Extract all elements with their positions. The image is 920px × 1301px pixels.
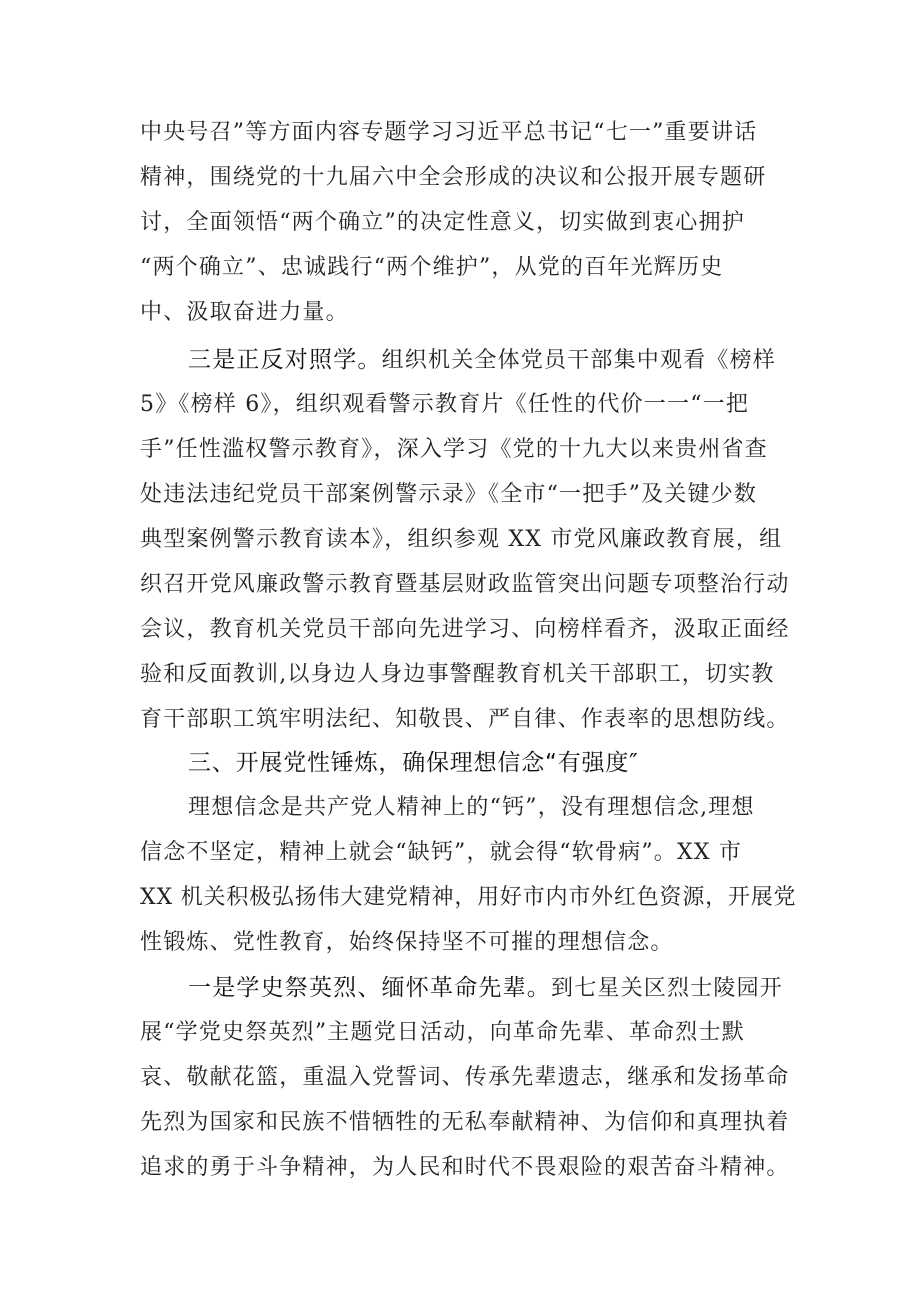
- paragraph-line: 中央号召”等方面内容专题学习习近平总书记“七一”重要讲话: [140, 120, 758, 145]
- paragraph-line: 会议，教育机关党员干部向先进学习、向榜样看齐，汲取正面经: [140, 617, 790, 642]
- paragraph-text: 组织机关全体党员干部集中观看《榜样: [381, 348, 777, 373]
- paragraph-line: 哀、敬献花篮，重温入党誓词、传承先辈遗志，继承和发扬革命: [140, 1065, 790, 1090]
- paragraph-line: 验和反面教训,以身边人身边事警醒教育机关干部职工，切实教: [140, 662, 775, 687]
- paragraph-line: 织召开党风廉政警示教育暨基层财政监管突出问题专项整治行动: [140, 572, 790, 597]
- paragraph-line: 5》《榜样 6》，组织观看警示教育片《任性的代价一一“一把: [140, 392, 750, 417]
- paragraph-line: XX 机关积极弘扬伟大建党精神，用好市内市外红色资源，开展党: [140, 885, 797, 910]
- paragraph-line: 精神，围绕党的十九届六中全会形成的决议和公报开展专题研: [140, 165, 767, 190]
- paragraph-line: 手”任性滥权警示教育》，深入学习《党的十九大以来贵州省查: [140, 437, 768, 462]
- paragraph-line: 中、汲取奋进力量。: [140, 300, 349, 325]
- section-heading: 三、开展党性锤炼，确保理想信念“有强度″: [188, 750, 639, 776]
- paragraph-line: 讨，全面领悟“两个确立”的决定性意义，切实做到衷心拥护: [140, 210, 745, 235]
- paragraph-line: 育干部职工筑牢明法纪、知敬畏、严自律、作表率的思想防线。: [140, 707, 790, 732]
- paragraph-line: 性锻炼、党性教育，始终保持坚不可摧的理想信念。: [140, 930, 674, 955]
- paragraph-line: 理想信念是共产党人精神上的“钙”，没有理想信念,理想: [188, 795, 755, 820]
- paragraph-line: 处违法违纪党员干部案例警示录》《全市“一把手”及关键少数: [140, 482, 758, 507]
- paragraph-line: “两个确立”、忠诚践行“两个维护”，从党的百年光辉历史: [140, 255, 724, 280]
- paragraph-text: 到七星关区烈士陵园开: [551, 976, 784, 1001]
- lead-in-heading: 三是正反对照学。: [188, 347, 382, 373]
- lead-in-heading: 一是学史祭英烈、缅怀革命先辈。: [188, 975, 551, 1001]
- paragraph-line: 先烈为国家和民族不惜牺牲的无私奉献精神、为信仰和真理执着: [140, 1110, 790, 1135]
- paragraph-first-line: [188, 345, 800, 375]
- paragraph-line: 展“学党史祭英烈”主题党日活动，向革命先辈、革命烈士默: [140, 1020, 745, 1045]
- paragraph-first-line: [188, 973, 800, 1003]
- paragraph-line: 典型案例警示教育读本》，组织参观 XX 市党风廉政教育展，组: [140, 527, 783, 552]
- paragraph-line: 信念不坚定，精神上就会“缺钙”，就会得“软骨病”。XX 市: [140, 840, 743, 865]
- paragraph-line: 追求的勇于斗争精神，为人民和时代不畏艰险的艰苦奋斗精神。: [140, 1155, 790, 1180]
